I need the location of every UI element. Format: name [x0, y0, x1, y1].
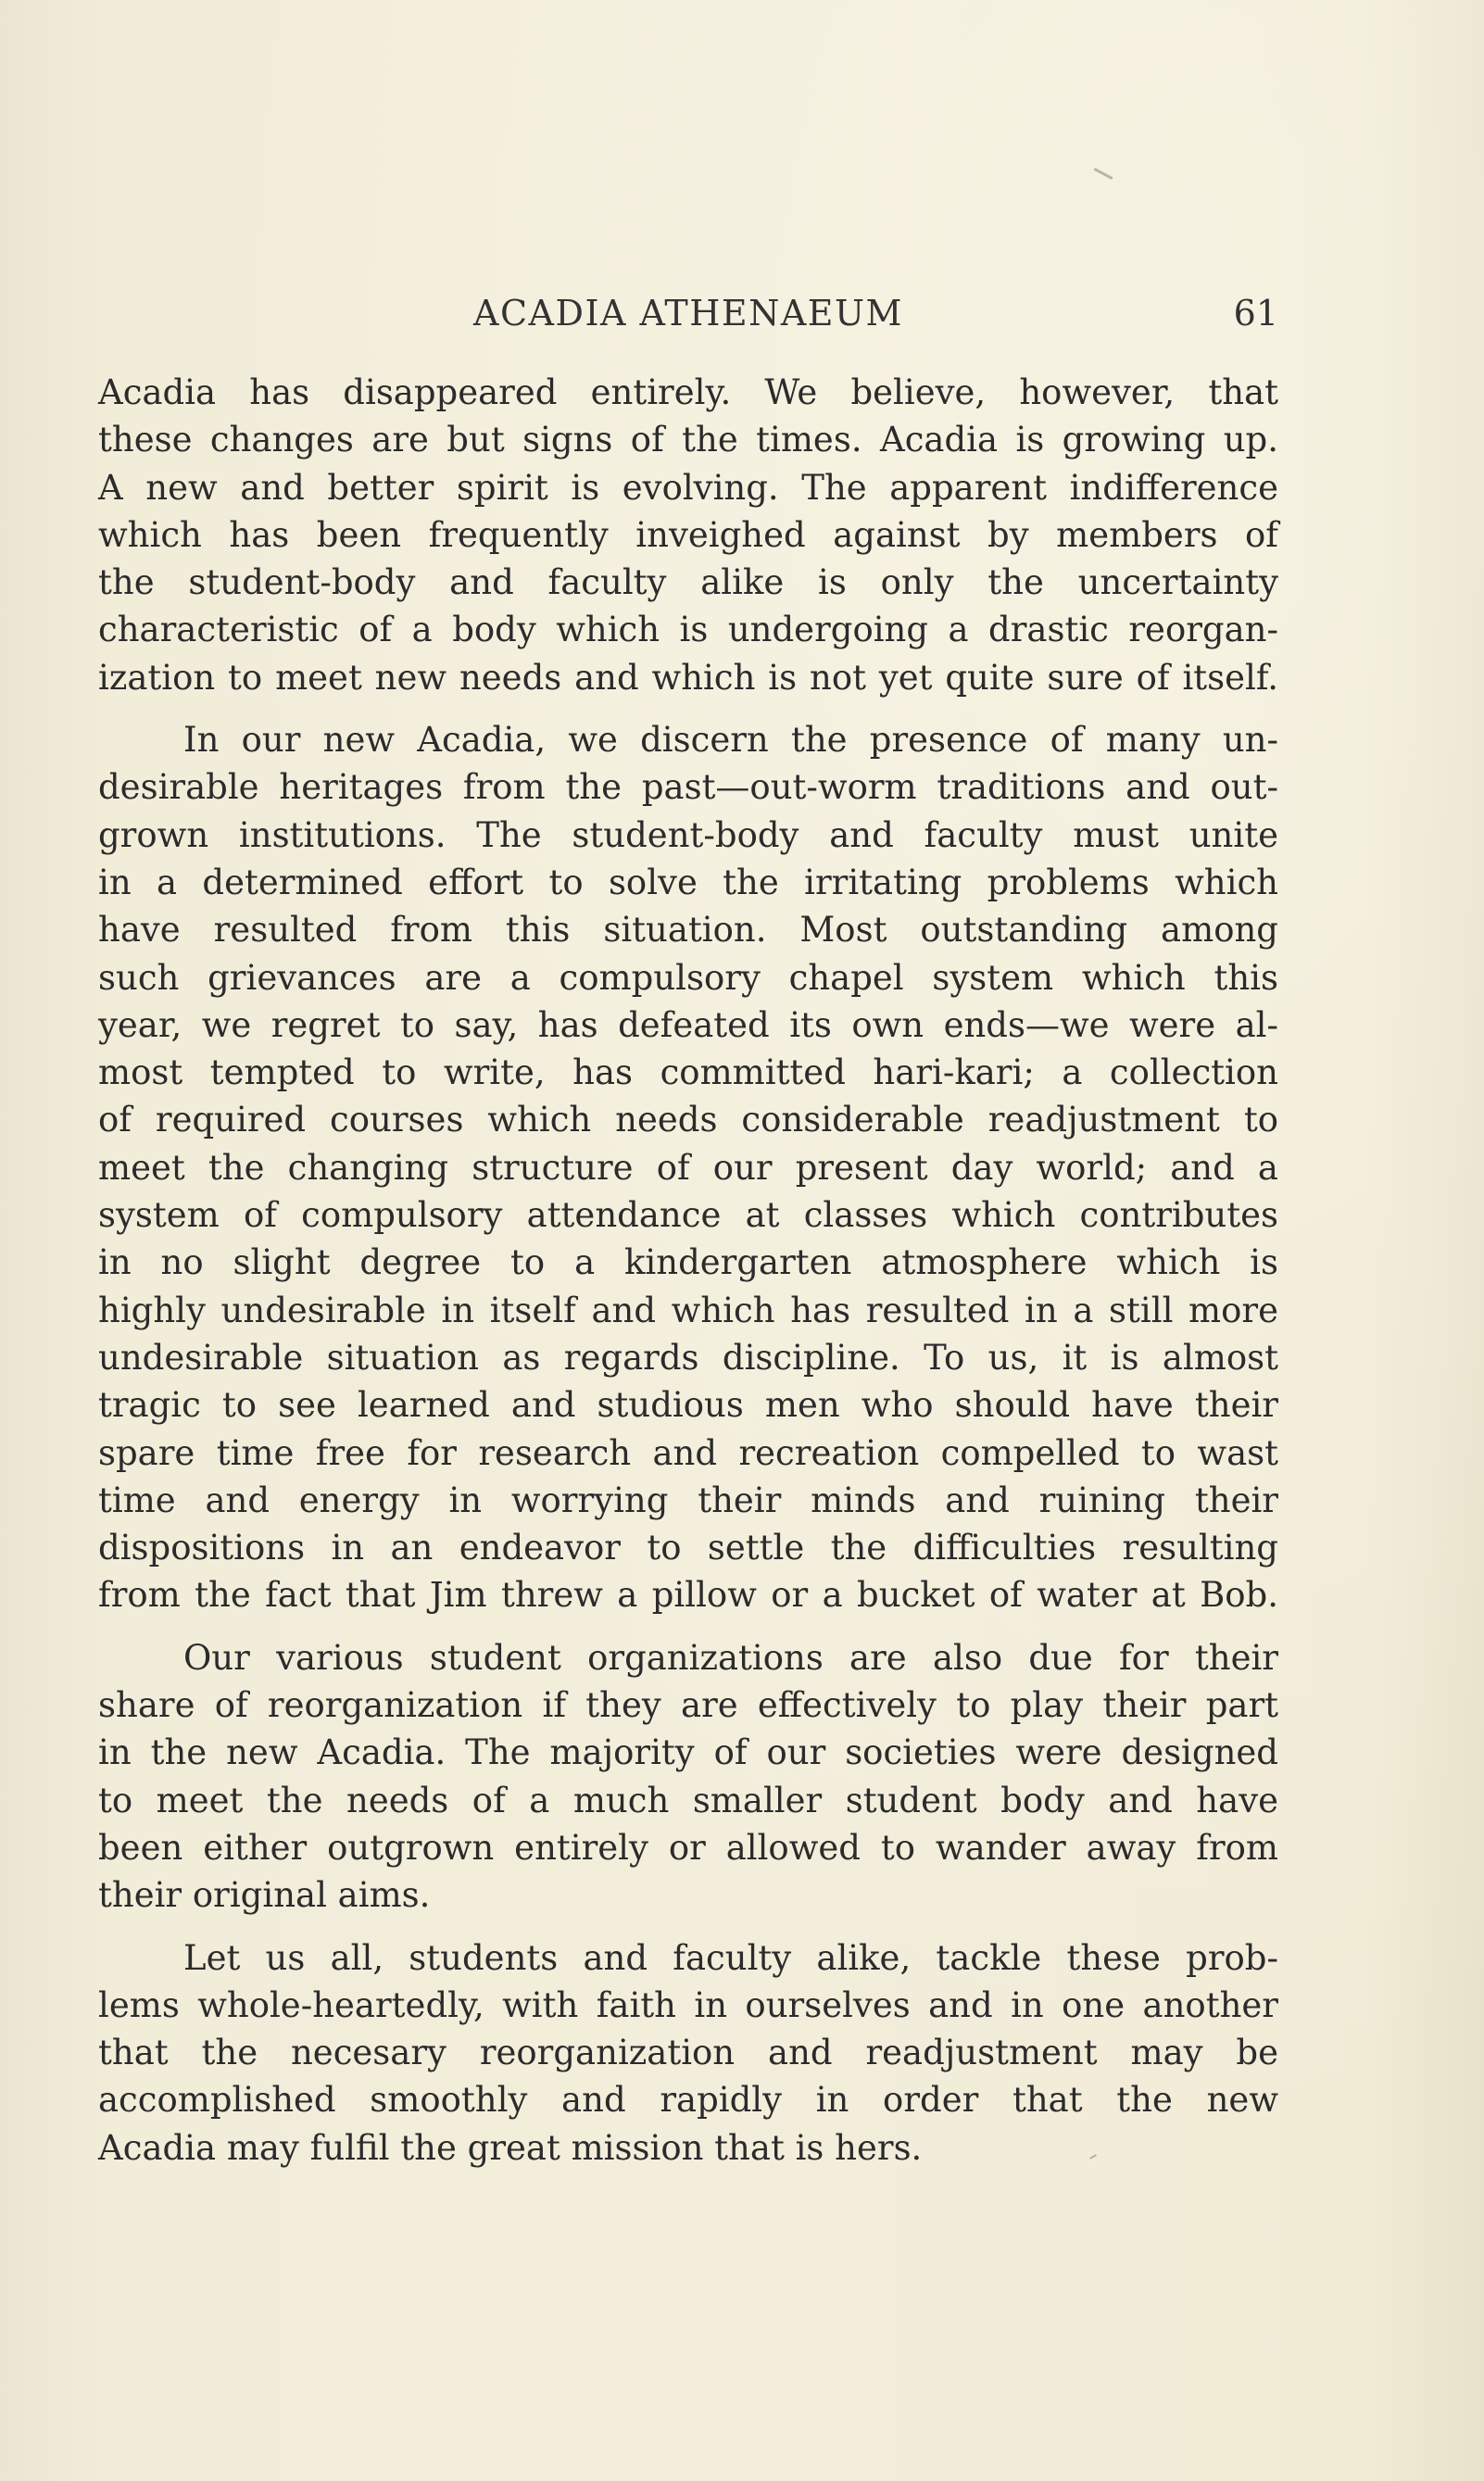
text-line: tragic to see learned and studious men who should have their [98, 1385, 1278, 1426]
paragraph-4 [98, 1934, 1278, 2172]
text-line: accomplished smoothly and rapidly in order that the new [98, 2080, 1278, 2121]
text-line: time and energy in worrying their minds and ruining their [98, 1480, 1278, 1520]
text-line: Let us all, students and faculty alike, tackle these prob- [183, 1937, 1278, 1978]
text-line: spare time free for research and recreation compelled to wast [98, 1432, 1278, 1473]
text-line: to meet the needs of a much smaller student body and have [98, 1780, 1278, 1820]
paragraph-1 [98, 369, 1278, 701]
text-line: characteristic of a body which is undergoing a drastic reorgan- [98, 610, 1278, 650]
text-line: these changes are but signs of the times. Acadia is growing up. [98, 420, 1278, 460]
text-line: undesirable situation as regards discipline. To us, it is almost [98, 1337, 1278, 1378]
text-line: in the new Acadia. The majority of our societies were designed [98, 1732, 1278, 1773]
text-line: such grievances are a compulsory chapel system which this [98, 957, 1278, 998]
text-line: year, we regret to say, has defeated its own ends—we were al- [98, 1004, 1278, 1045]
text-line: system of compulsory attendance at classes which contributes [98, 1195, 1278, 1236]
text-line: desirable heritages from the past—out-worm traditions and out- [98, 767, 1278, 808]
text-line: in a determined effort to solve the irritating problems which [98, 862, 1278, 902]
journal-title: ACADIA ATHENAEUM [473, 293, 903, 334]
text-line: from the fact that Jim threw a pillow or a bucket of water at Bob. [98, 1575, 1278, 1616]
text-line: dispositions in an endeavor to settle the difficulties resulting [98, 1528, 1278, 1568]
running-header [98, 293, 1278, 345]
text-line: share of reorganization if they are effectively to play their part [98, 1685, 1278, 1726]
text-line: their original aims. [98, 1875, 431, 1916]
text-line: that the necesary reorganization and readjustment may be [98, 2033, 1278, 2073]
text-line: been either outgrown entirely or allowed to wander away from [98, 1827, 1278, 1868]
text-line: most tempted to write, has committed hari-kari; a collection [98, 1052, 1278, 1093]
text-line: have resulted from this situation. Most outstanding among [98, 910, 1278, 951]
paragraph-3 [98, 1634, 1278, 1920]
text-line: Our various student organizations are also due for their [183, 1637, 1278, 1678]
paragraph-2 [98, 716, 1278, 1619]
text-line: the student-body and faculty alike is only the uncertainty [98, 562, 1278, 603]
text-line: which has been frequently inveighed against by members of [98, 514, 1278, 555]
text-line: lems whole-heartedly, with faith in ourselves and in one another [98, 1984, 1278, 2025]
text-line: in no slight degree to a kindergarten atmosphere which is [98, 1242, 1278, 1283]
text-line: meet the changing structure of our present day world; and a [98, 1147, 1278, 1188]
text-line: Acadia has disappeared entirely. We believe, however, that [98, 372, 1278, 412]
text-line: of required courses which needs considerable readjustment to [98, 1100, 1278, 1140]
text-line: A new and better spirit is evolving. The apparent indifference [98, 467, 1278, 508]
text-line: ization to meet new needs and which is not yet quite sure of itself. [98, 657, 1278, 698]
text-line: grown institutions. The student-body and faculty must unite [98, 814, 1278, 855]
article-body [98, 369, 1278, 2186]
text-line: highly undesirable in itself and which has resulted in a still more [98, 1290, 1278, 1330]
page-number: 61 [1233, 293, 1278, 334]
text-line: In our new Acadia, we discern the presence of many un- [183, 720, 1278, 761]
paper-speck-mark [1094, 168, 1113, 180]
text-line: Acadia may fulfil the great mission that is hers. [98, 2127, 923, 2168]
